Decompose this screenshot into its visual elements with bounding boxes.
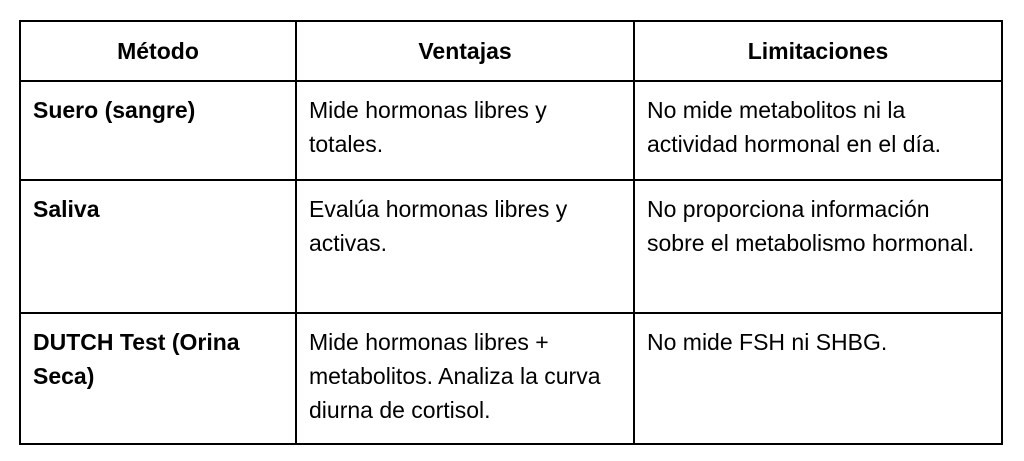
limitations-cell	[634, 180, 1002, 313]
header-limitations: Limitaciones	[634, 21, 1002, 81]
method-cell	[20, 81, 296, 180]
header-advantages: Ventajas	[296, 21, 634, 81]
limitations-text: No proporciona información sobre el metabolismo hormonal.	[647, 196, 975, 256]
method-cell	[20, 180, 296, 313]
header-method: Método	[20, 21, 296, 81]
method-text: DUTCH Test (Orina Seca)	[33, 329, 240, 389]
table-row	[20, 81, 1002, 180]
table-row	[20, 313, 1002, 444]
limitations-text: No mide FSH ni SHBG.	[647, 329, 888, 355]
advantages-cell	[296, 313, 634, 444]
limitations-text: No mide metabolitos ni la actividad hormonal en el día.	[647, 97, 942, 157]
advantages-text: Evalúa hormonas libres y activas.	[309, 196, 568, 256]
advantages-cell	[296, 81, 634, 180]
method-text: Saliva	[33, 196, 100, 222]
table-row	[20, 180, 1002, 313]
limitations-cell	[634, 81, 1002, 180]
comparison-table-container	[19, 20, 1003, 445]
limitations-cell	[634, 313, 1002, 444]
advantages-text: Mide hormonas libres + metabolitos. Analiza la curva diurna de cortisol.	[309, 329, 601, 423]
advantages-text: Mide hormonas libres y totales.	[309, 97, 547, 157]
method-text: Suero (sangre)	[33, 97, 196, 123]
advantages-cell	[296, 180, 634, 313]
comparison-table	[19, 20, 1003, 445]
table-header-row	[20, 21, 1002, 81]
method-cell	[20, 313, 296, 444]
